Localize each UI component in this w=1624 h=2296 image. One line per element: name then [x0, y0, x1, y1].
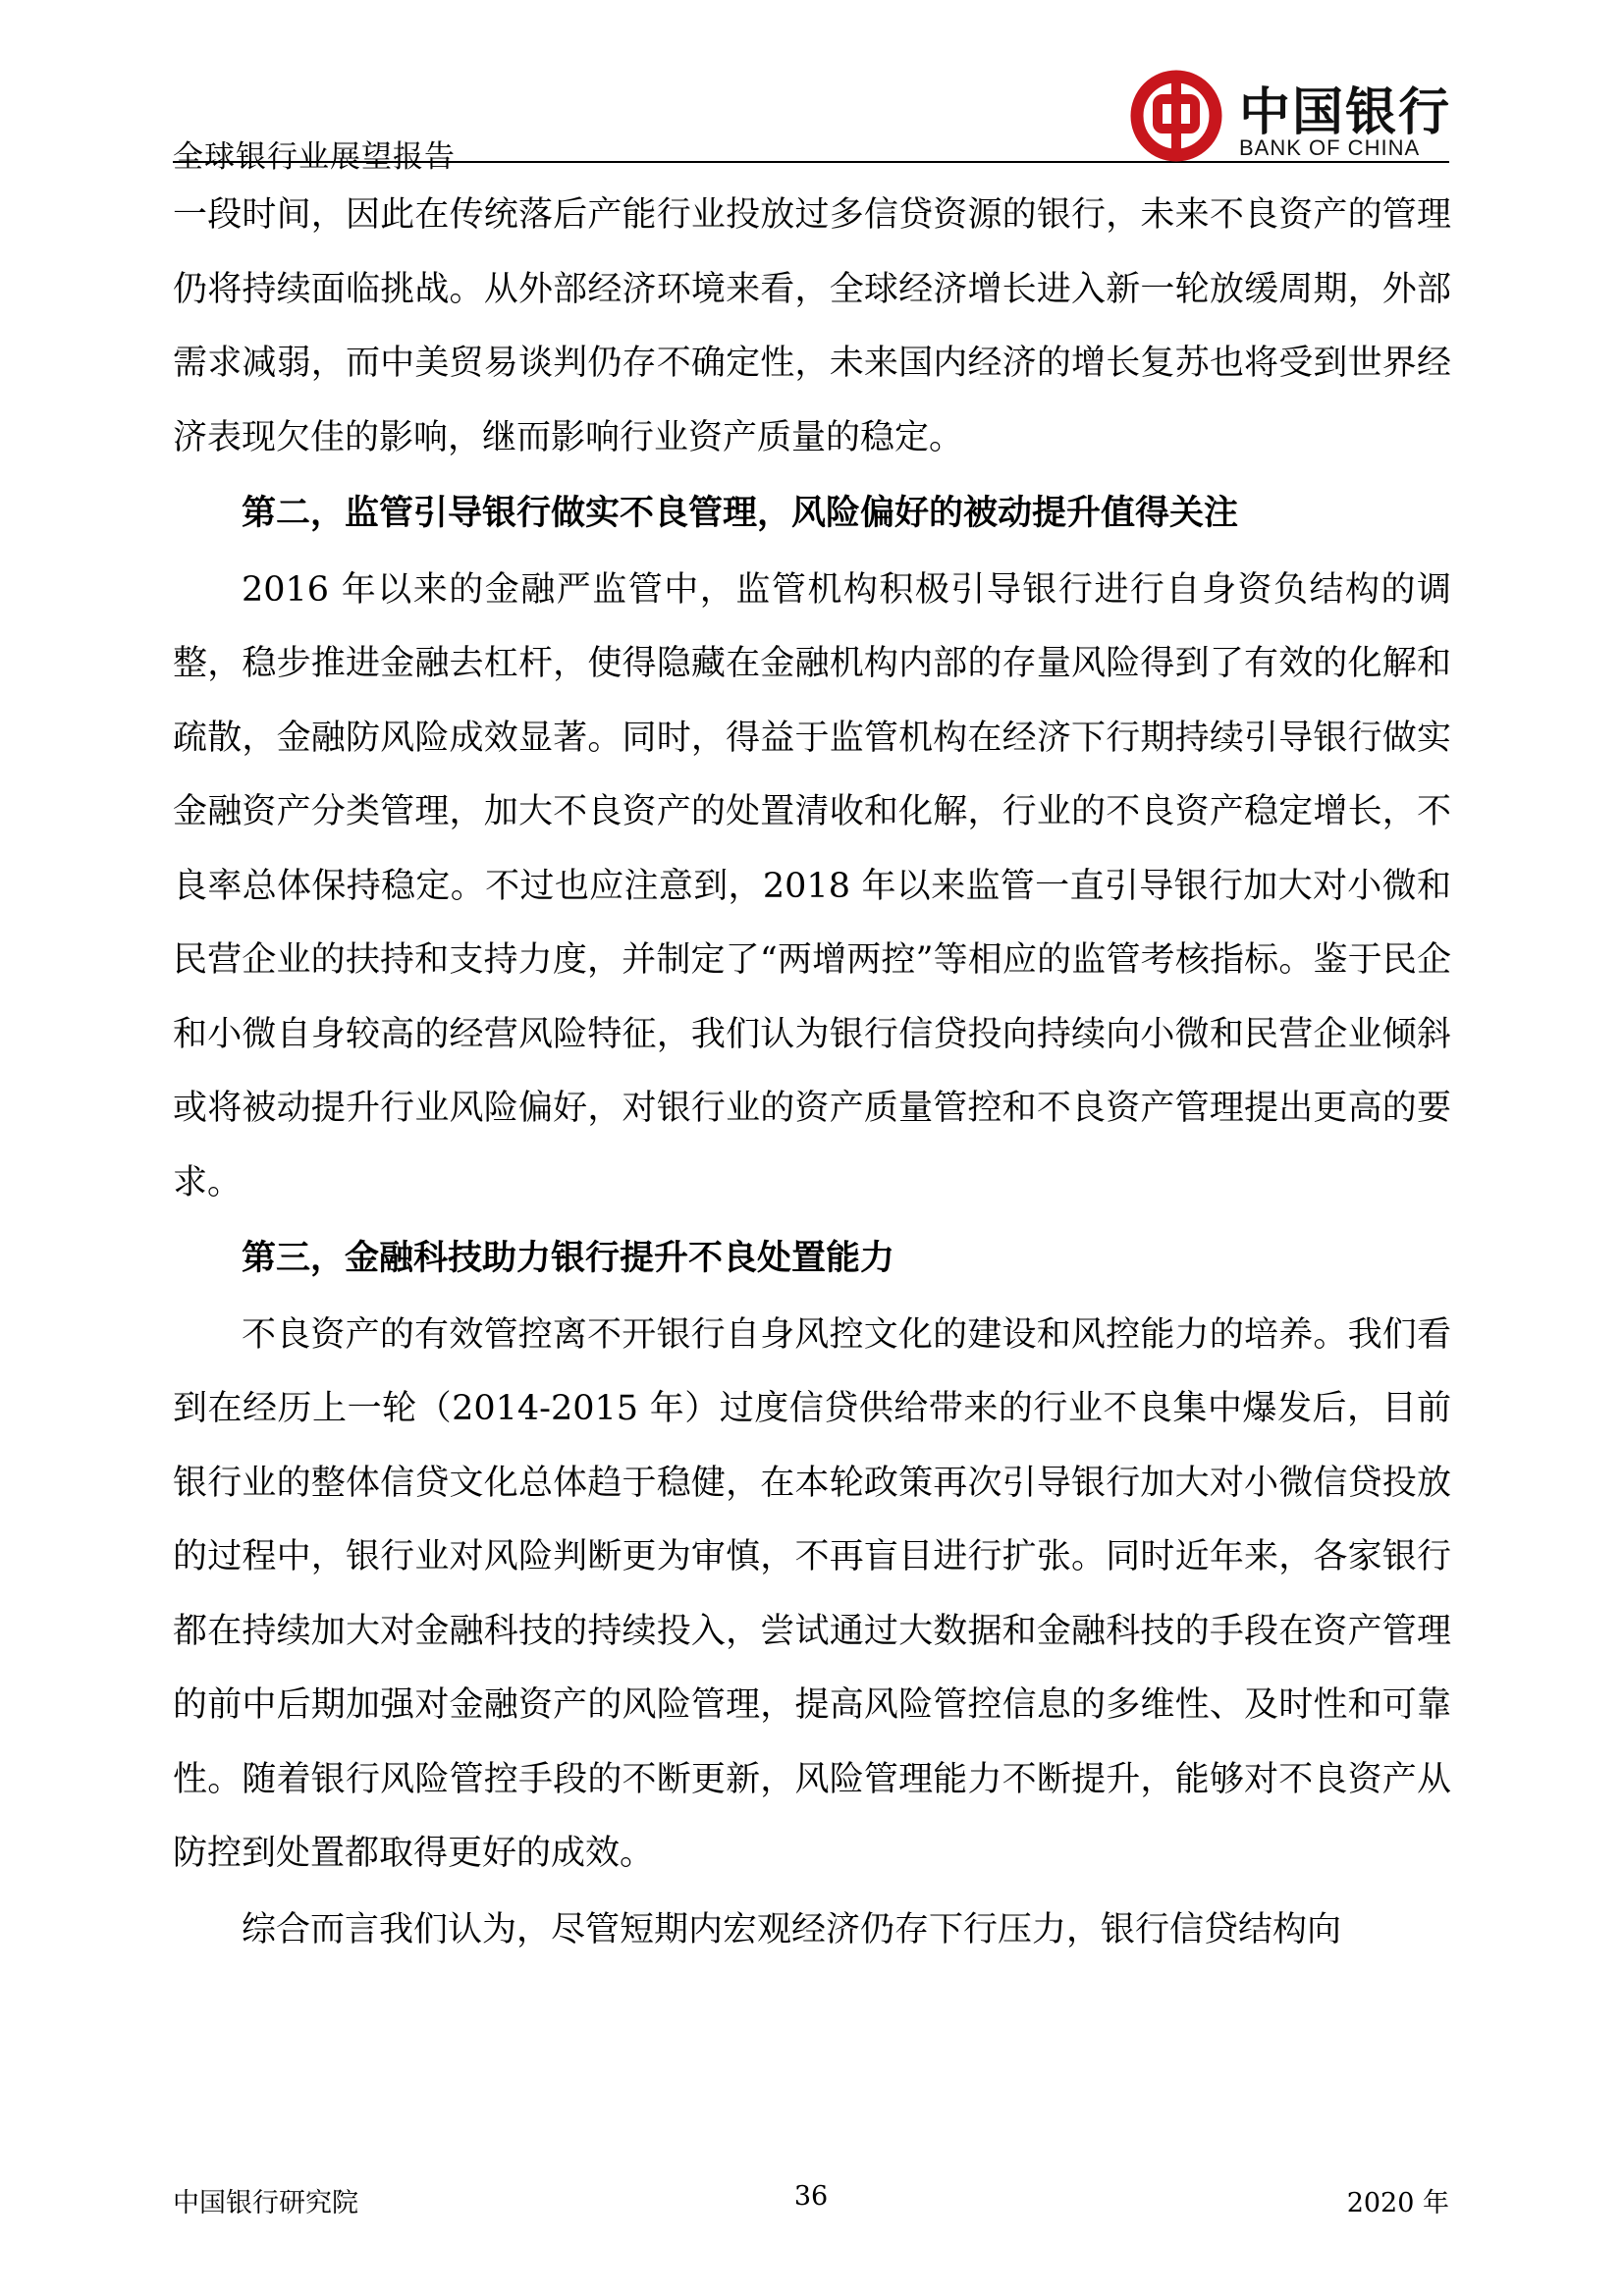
page-body [173, 179, 1451, 1967]
page-number: 36 [793, 2181, 829, 2212]
logo-english-name: BANK OF CHINA [1239, 135, 1421, 160]
paragraph-continued: 一段时间，因此在传统落后产能行业投放过多信贷资源的银行，未来不良资产的管理仍将持续面临挑战。从外部经济环境来看，全球经济增长进入新一轮放缓周期，外部需求减弱，而中美贸易谈判仍存不确定性，未来国内经济的增长复苏也将受到世界经济表现欠佳的影响，继而影响行业资产质量的稳定。 [173, 195, 1451, 457]
section-heading-third: 第三，金融科技助力银行提升不良处置能力 [242, 1239, 895, 1278]
paragraph-summary: 综合而言我们认为，尽管短期内宏观经济仍存下行压力，银行信贷结构向 [242, 1909, 1342, 1949]
report-title: 全球银行业展望报告 [173, 139, 456, 175]
paragraph-regulation: 2016 年以来的金融严监管中，监管机构积极引导银行进行自身资负结构的调整，稳步推进金融去杠杆，使得隐藏在金融机构内部的存量风险得到了有效的化解和疏散，金融防风险成效显著。同时，得益于监管机构在经济下行期持续引导银行做实金融资产分类管理，加大不良资产的处置清收和化解，行业的不良资产稳定增长，不良率总体保持稳定。不过也应注意到，2018 年以来监管一直引导银行加大对小微和民营企业的扶持和支持力度，并制定了“两增两控”等相应的监管考核指标。鉴于民企和小微自身较高的经营风险特征，我们认为银行信贷投向持续向小微和民营企业倾斜或将被动提升行业风险偏好，对银行业的资产质量管控和不良资产管理提出更高的要求。 [173, 569, 1451, 1202]
section-heading-second: 第二，监管引导银行做实不良管理，风险偏好的被动提升值得关注 [242, 494, 1239, 533]
bank-of-china-emblem-icon [1129, 69, 1223, 163]
bank-logo [1129, 69, 1453, 163]
page-footer [173, 2181, 1449, 2220]
logo-chinese-name: 中国银行 [1239, 82, 1452, 142]
footer-year: 2020 年 [1346, 2188, 1449, 2218]
footer-institute: 中国银行研究院 [173, 2188, 358, 2218]
paragraph-fintech: 不良资产的有效管控离不开银行自身风控文化的建设和风控能力的培养。我们看到在经历上一轮（2014-2015 年）过度信贷供给带来的行业不良集中爆发后，目前银行业的整体信贷文化总体趋于稳健，在本轮政策再次引导银行加大对小微信贷投放的过程中，银行业对风险判断更为审慎，不再盲目进行扩张。同时近年来，各家银行都在持续加大对金融科技的持续投入，尝试通过大数据和金融科技的手段在资产管理的前中后期加强对金融资产的风险管理，提高风险管控信息的多维性、及时性和可靠性。随着银行风险管控手段的不断更新，风险管理能力不断提升，能够对不良资产从防控到处置都取得更好的成效。 [173, 1314, 1451, 1873]
